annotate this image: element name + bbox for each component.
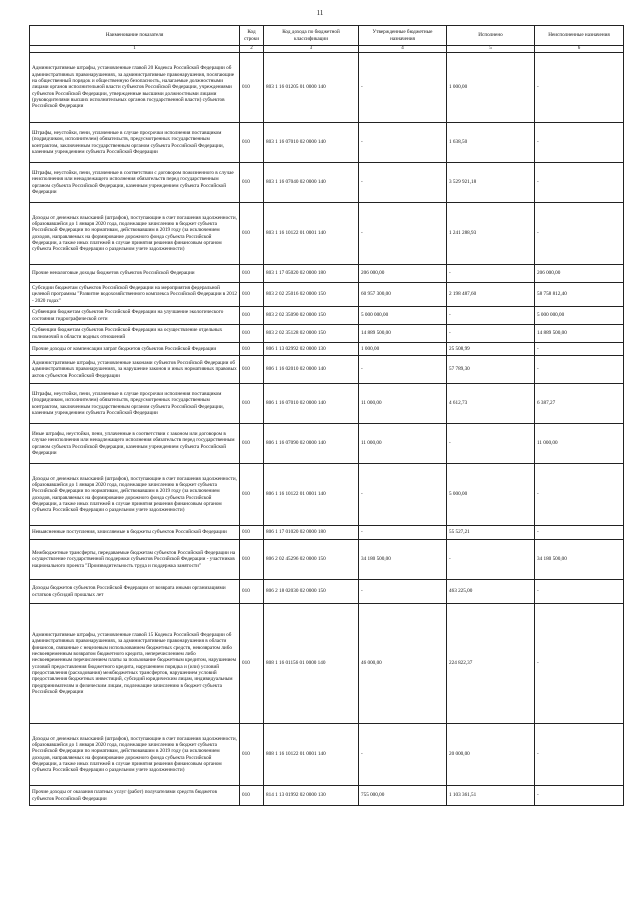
- column-number: 1: [30, 46, 240, 53]
- row-name: Административные штрафы, установленные главой 15 Кодекса Российской Федерации об административных правонарушениях, за административные правонарушения в области финансов, связанные с нецелевым использованием бюджетных средств, невозвратом либо несвоевременным возвратом бюджетного кредита, неперечислением либо несвоевременным перечислением платы за пользование бюджетным кредитом, нарушением условий предоставления бюджетного кредита, нарушением порядка и (или) условий предоставления (расходования) межбюджетных трансфертов, нарушением условий предоставления бюджетных инвестиций, субсидий юридическим лицам, индивидуальным предпринимателям и физическим лицам, подлежащие зачислению в бюджет субъекта Российской Федерации: [30, 604, 240, 724]
- row-approved: 60 957 300,00: [359, 283, 447, 307]
- row-name: Штрафы, неустойки, пени, уплаченные в соответствии с договором пожизненного в случае неисполнения или ненадлежащего исполнения обязательств перед государственным органом субъекта Российской Федерации, казенным учреждением субъекта Российской Федерации: [30, 163, 240, 203]
- row-name: Невыясненные поступления, зачисляемые в бюджеты субъектов Российской Федерации: [30, 526, 240, 540]
- row-approved: -: [359, 53, 447, 123]
- row-income-code: 803 2 02 35090 02 0000 150: [264, 307, 359, 325]
- table-row: [30, 325, 624, 343]
- header-indicator-name: Наименование показателя: [30, 26, 240, 46]
- table-row: [30, 526, 624, 540]
- row-line-code: 010: [240, 540, 264, 580]
- row-income-code: 806 1 16 02010 02 0000 140: [264, 356, 359, 384]
- row-unexecuted: 206 000,00: [535, 265, 624, 283]
- row-name: Иные штрафы, неустойки, пени, уплаченные в соответствии с законом или договором в случае неисполнения или ненадлежащего исполнения обязательств перед государственным органом субъекта Российской Федерации, казенным учреждением субъекта Российской Федерации: [30, 424, 240, 464]
- row-unexecuted: 11 000,00: [535, 424, 624, 464]
- table-row: [30, 343, 624, 356]
- row-line-code: 010: [240, 163, 264, 203]
- row-income-code: 806 1 13 02992 02 0000 130: [264, 343, 359, 356]
- row-name: Прочие неналоговые доходы бюджетов субъектов Российской Федерации: [30, 265, 240, 283]
- row-unexecuted: -: [535, 356, 624, 384]
- row-line-code: 010: [240, 356, 264, 384]
- table-row: [30, 424, 624, 464]
- row-name: Субвенции бюджетам субъектов Российской Федерации на осуществление отдельных полномочий в области водных отношений: [30, 325, 240, 343]
- row-name: Субвенции бюджетам субъектов Российской Федерации на улучшение экологического состояния гидрографической сети: [30, 307, 240, 325]
- row-approved: 5 000 000,00: [359, 307, 447, 325]
- row-name: Административные штрафы, установленные главой 20 Кодекса Российской Федерации об административных правонарушениях, за административные правонарушения, посягающие на общественный порядок и общественную безопасность, налагаемые должностными лицами органов исполнительной власти субъектов Российской Федерации, учреждениями субъектов Российской Федерации, утвержденные высшими должностными лицами (руководителями высших исполнительных органов государственной власти) субъектов Российской Федерации: [30, 53, 240, 123]
- row-line-code: 010: [240, 580, 264, 604]
- row-executed: 2 198 487,60: [447, 283, 535, 307]
- table-row: [30, 604, 624, 724]
- row-unexecuted: -: [535, 203, 624, 265]
- row-executed: -: [447, 307, 535, 325]
- table-row: [30, 307, 624, 325]
- header-row: [30, 26, 624, 46]
- column-number: 5: [447, 46, 535, 53]
- row-unexecuted: 6 387,27: [535, 384, 624, 424]
- table-row: [30, 384, 624, 424]
- row-approved: 11 000,00: [359, 424, 447, 464]
- row-income-code: 803 1 16 01205 01 0000 140: [264, 53, 359, 123]
- row-income-code: 808 1 16 10122 01 0001 140: [264, 724, 359, 786]
- row-approved: 46 000,00: [359, 604, 447, 724]
- row-line-code: 010: [240, 265, 264, 283]
- header-unexecuted: Неисполненные назначения: [535, 26, 624, 46]
- row-unexecuted: -: [535, 724, 624, 786]
- row-unexecuted: -: [535, 163, 624, 203]
- row-line-code: 010: [240, 53, 264, 123]
- column-number: 2: [240, 46, 264, 53]
- table-row: [30, 163, 624, 203]
- table-row: [30, 283, 624, 307]
- row-unexecuted: 58 758 812,40: [535, 283, 624, 307]
- row-approved: 1 000,00: [359, 343, 447, 356]
- row-income-code: 806 1 16 07010 02 0000 140: [264, 384, 359, 424]
- row-unexecuted: -: [535, 464, 624, 526]
- row-unexecuted: -: [535, 123, 624, 163]
- row-approved: 206 000,00: [359, 265, 447, 283]
- row-approved: -: [359, 464, 447, 526]
- row-income-code: 806 1 16 07090 02 0000 140: [264, 424, 359, 464]
- row-executed: 3 529 921,18: [447, 163, 535, 203]
- header-executed: Исполнено: [447, 26, 535, 46]
- row-line-code: 010: [240, 307, 264, 325]
- row-executed: -: [447, 325, 535, 343]
- row-name: Доходы от денежных взысканий (штрафов), поступающие в счет погашения задолженности, образовавшейся до 1 января 2020 года, подлежащие зачислению в бюджет субъекта Российской Федерации по нормативам, действовавшим в 2019 году (за исключением доходов, направляемых на формирование дорожного фонда субъекта Российской Федерации, а также иных платежей в случае принятия решения финансовым органом субъекта Российской Федерации о раздельном учете задолженности): [30, 724, 240, 786]
- table-body: [30, 53, 624, 806]
- row-approved: -: [359, 163, 447, 203]
- row-unexecuted: 5 000 000,00: [535, 307, 624, 325]
- row-line-code: 010: [240, 424, 264, 464]
- table-row: [30, 265, 624, 283]
- row-line-code: 010: [240, 123, 264, 163]
- row-line-code: 010: [240, 325, 264, 343]
- row-approved: -: [359, 526, 447, 540]
- table-row: [30, 53, 624, 123]
- row-line-code: 010: [240, 786, 264, 806]
- row-executed: -: [447, 540, 535, 580]
- row-line-code: 010: [240, 604, 264, 724]
- row-income-code: 803 1 16 10122 01 0001 140: [264, 203, 359, 265]
- budget-execution-table: [29, 25, 624, 806]
- column-number: 6: [535, 46, 624, 53]
- page-number: 11: [316, 9, 324, 17]
- table-row: [30, 356, 624, 384]
- row-income-code: 803 1 16 07040 02 0000 140: [264, 163, 359, 203]
- table-row: [30, 540, 624, 580]
- row-executed: -: [447, 424, 535, 464]
- header-line-code: Код строки: [240, 26, 264, 46]
- row-name: Административные штрафы, установленные законами субъектов Российской Федерации об административных правонарушениях, за нарушение законов и иных нормативных правовых актов субъектов Российской Федерации: [30, 356, 240, 384]
- row-name: Доходы от денежных взысканий (штрафов), поступающие в счет погашения задолженности, образовавшейся до 1 января 2020 года, подлежащие зачислению в бюджет субъекта Российской Федерации по нормативам, действовавшим в 2019 году (за исключением доходов, направляемых на формирование дорожного фонда субъекта Российской Федерации, а также иных платежей в случае принятия решения финансовым органом субъекта Российской Федерации о раздельном учете задолженности): [30, 464, 240, 526]
- row-executed: 224 822,37: [447, 604, 535, 724]
- row-approved: -: [359, 203, 447, 265]
- column-number: 3: [264, 46, 359, 53]
- row-executed: 1 241 288,93: [447, 203, 535, 265]
- row-executed: 1 638,50: [447, 123, 535, 163]
- column-number: 4: [359, 46, 447, 53]
- row-unexecuted: -: [535, 580, 624, 604]
- row-executed: 25 508,99: [447, 343, 535, 356]
- row-approved: 11 000,00: [359, 384, 447, 424]
- column-number-row: [30, 46, 624, 53]
- row-name: Штрафы, неустойки, пени, уплаченные в случае просрочки исполнения поставщиком (подрядчиком, исполнителем) обязательств, предусмотренных государственным контрактом, заключенным государственным органом субъекта Российской Федерации, казенным учреждением субъекта Российской Федерации: [30, 384, 240, 424]
- row-income-code: 806 2 02 45296 02 0000 150: [264, 540, 359, 580]
- row-line-code: 010: [240, 526, 264, 540]
- row-name: Прочие доходы от оказания платных услуг (работ) получателями средств бюджетов субъектов Российской Федерации: [30, 786, 240, 806]
- row-income-code: 803 2 02 35128 02 0000 150: [264, 325, 359, 343]
- row-line-code: 010: [240, 384, 264, 424]
- row-unexecuted: -: [535, 343, 624, 356]
- row-executed: 463 225,00: [447, 580, 535, 604]
- header-approved: Утвержденные бюджетные назначения: [359, 26, 447, 46]
- row-executed: -: [447, 265, 535, 283]
- row-line-code: 010: [240, 464, 264, 526]
- row-executed: 5 000,00: [447, 464, 535, 526]
- table-row: [30, 123, 624, 163]
- table-row: [30, 203, 624, 265]
- row-approved: 14 889 500,00: [359, 325, 447, 343]
- row-executed: 55 527,21: [447, 526, 535, 540]
- row-name: Доходы бюджетов субъектов Российской Федерации от возврата иными организациями остатков субсидий прошлых лет: [30, 580, 240, 604]
- row-executed: 1 103 361,51: [447, 786, 535, 806]
- row-name: Прочие доходы от компенсации затрат бюджетов субъектов Российской Федерации: [30, 343, 240, 356]
- row-executed: 57 789,30: [447, 356, 535, 384]
- row-line-code: 010: [240, 724, 264, 786]
- row-name: Доходы от денежных взысканий (штрафов), поступающие в счет погашения задолженности, образовавшейся до 1 января 2020 года, подлежащие зачислению в бюджет субъекта Российской Федерации по нормативам, действовавшим в 2019 году (за исключением доходов, направляемых на формирование дорожного фонда субъекта Российской Федерации, а также иных платежей в случае принятия решения финансовым органом субъекта Российской Федерации о раздельном учете задолженности): [30, 203, 240, 265]
- row-income-code: 806 2 18 02030 02 0000 150: [264, 580, 359, 604]
- row-approved: 755 000,00: [359, 786, 447, 806]
- table-row: [30, 724, 624, 786]
- table-row: [30, 786, 624, 806]
- row-name: Штрафы, неустойки, пени, уплаченные в случае просрочки исполнения поставщиком (подрядчиком, исполнителем) обязательств, предусмотренных государственным контрактом, заключенным государственным органом субъекта Российской Федерации, казенным учреждением субъекта Российской Федерации: [30, 123, 240, 163]
- row-income-code: 814 1 13 01992 02 0000 130: [264, 786, 359, 806]
- row-line-code: 010: [240, 343, 264, 356]
- row-name: Межбюджетные трансферты, передаваемые бюджетам субъектов Российской Федерации на осуществление государственной поддержки субъектов Российской Федерации - участников национального проекта "Производительность труда и поддержка занятости": [30, 540, 240, 580]
- row-executed: 4 612,73: [447, 384, 535, 424]
- row-unexecuted: 14 889 500,00: [535, 325, 624, 343]
- row-unexecuted: 34 180 500,00: [535, 540, 624, 580]
- table-row: [30, 464, 624, 526]
- row-unexecuted: -: [535, 786, 624, 806]
- row-income-code: 808 1 16 01156 01 0000 140: [264, 604, 359, 724]
- row-income-code: 803 1 17 05020 02 0000 180: [264, 265, 359, 283]
- row-line-code: 010: [240, 203, 264, 265]
- row-executed: 1 000,00: [447, 53, 535, 123]
- row-unexecuted: -: [535, 526, 624, 540]
- row-approved: -: [359, 580, 447, 604]
- row-income-code: 803 2 02 25016 02 0000 150: [264, 283, 359, 307]
- header-income-code: Код дохода по бюджетной классификации: [264, 26, 359, 46]
- table-row: [30, 580, 624, 604]
- row-income-code: 803 1 16 07010 02 0000 140: [264, 123, 359, 163]
- row-line-code: 010: [240, 283, 264, 307]
- row-approved: -: [359, 356, 447, 384]
- row-unexecuted: -: [535, 604, 624, 724]
- row-approved: -: [359, 724, 447, 786]
- row-income-code: 806 1 17 01020 02 0000 180: [264, 526, 359, 540]
- row-approved: 34 180 500,00: [359, 540, 447, 580]
- row-income-code: 806 1 16 10122 01 0001 140: [264, 464, 359, 526]
- row-approved: -: [359, 123, 447, 163]
- row-name: Субсидии бюджетам субъектов Российской Федерации на мероприятия федеральной целевой программы "Развитие водохозяйственного комплекса Российской Федерации в 2012 - 2020 годах": [30, 283, 240, 307]
- row-unexecuted: -: [535, 53, 624, 123]
- row-executed: 20 000,00: [447, 724, 535, 786]
